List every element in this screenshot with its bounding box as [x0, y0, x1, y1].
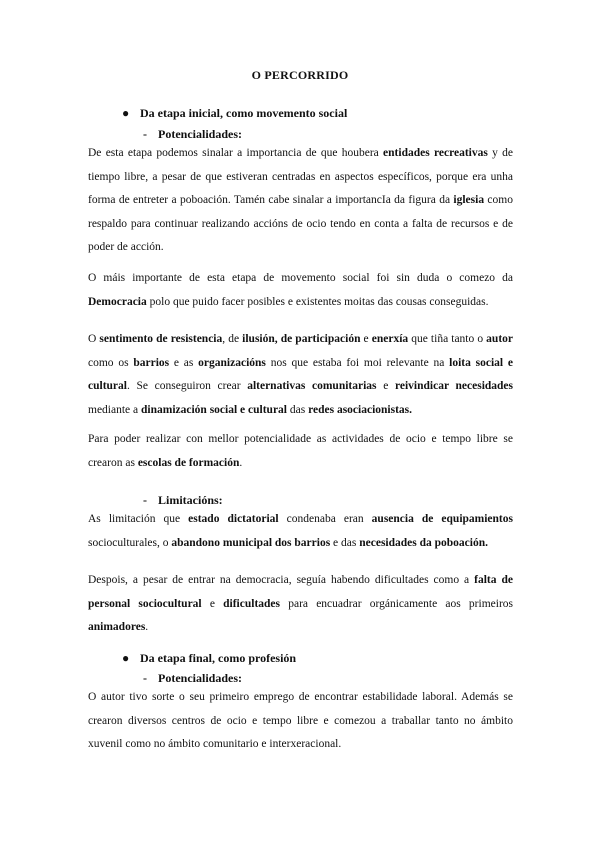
dash-icon: -	[143, 127, 147, 141]
bold-text: dinamización social e cultural	[141, 403, 287, 416]
potencialidades-label: Potencialidades:	[158, 671, 242, 685]
bold-text: necesidades da poboación.	[359, 536, 488, 549]
text-run: y de tiempo libre, a pesar de que estiveran centradas en aspectos específicos, porque era unha forma de entreter a poboación. Tamén cabe sinalar a importancIa da figura da	[88, 147, 513, 206]
text-run: As limitación que	[88, 513, 189, 525]
paragraph-5	[88, 508, 513, 555]
limitacions-label: Limitacións:	[158, 493, 223, 507]
paragraph-2	[88, 267, 513, 314]
text-run: mediante a	[88, 403, 142, 416]
text-run: socioculturales, o	[88, 536, 172, 549]
bold-text: barrios	[133, 356, 170, 369]
bold-text: enerxía	[371, 333, 409, 345]
text-run: , de	[222, 333, 243, 345]
text-run: .	[239, 456, 243, 469]
text-run: para encuadrar orgánicamente aos primeiros	[280, 597, 514, 610]
potencialidades-label: Potencialidades:	[158, 127, 242, 141]
bullet-icon: ●	[122, 651, 130, 665]
text-run: Despois, a pesar de entrar na democracia, seguía habendo dificultades como a	[88, 574, 475, 586]
text-run: polo que puido facer posibles e existentes moitas das cousas conseguidas.	[146, 295, 489, 308]
text-run: . Se conseguiron crear	[126, 380, 248, 392]
text-run: nos que estaba foi moi relevante na	[265, 356, 450, 369]
bold-text: falta de personal sociocultural	[88, 574, 513, 610]
text-run: e as	[169, 356, 199, 369]
text-run: e	[360, 333, 372, 345]
bold-text: escolas de formación	[137, 456, 240, 469]
section-1-heading	[122, 106, 347, 121]
paragraph-3	[88, 328, 513, 422]
dash-icon: -	[143, 493, 147, 507]
text-run: .	[145, 621, 149, 633]
section-1-limitacions-heading	[143, 493, 223, 508]
bold-text: alternativas comunitarias	[247, 380, 377, 392]
paragraph-7	[88, 686, 513, 757]
page-title: O PERCORRIDO	[251, 68, 349, 82]
bold-text: redes asociacionistas.	[308, 403, 413, 416]
bold-text: ausencia de equipamientos	[371, 513, 513, 525]
section-2-potencialidades-heading	[143, 671, 242, 686]
text-run: O máis importante de esta etapa de movemento social foi sin duda o comezo da	[88, 272, 513, 284]
text-run: das	[287, 403, 309, 416]
bold-text: organizacións	[198, 356, 266, 369]
text-run: e	[376, 380, 395, 392]
bold-text: reivindicar necesidades	[394, 380, 514, 392]
section-1-heading-text: Da etapa inicial, como movemento social	[140, 106, 348, 120]
paragraph-1	[88, 142, 513, 260]
bold-text: animadores	[88, 621, 146, 633]
bold-text: entidades recreativas	[383, 147, 488, 159]
text-run: como respaldo para continuar realizando accións de ocio tendo en conta a falta de recursos e de poder de acción.	[88, 194, 513, 253]
bold-text: sentimento de resistencia	[99, 333, 223, 345]
text-run: e das	[330, 536, 360, 549]
text-run: O autor tivo sorte o seu primeiro emprego de encontrar estabilidade laboral. Además se crearon diversos centros de ocio e tempo libre e comezou a traballar tanto no ámbito xuvenil como no ámbito comunitario e interxeracional.	[88, 691, 513, 750]
paragraph-6	[88, 569, 513, 640]
bold-text: abandono municipal dos barrios	[171, 536, 331, 549]
text-run: como os	[88, 356, 134, 369]
bold-text: iglesia	[453, 194, 485, 206]
text-run: De esta etapa podemos sinalar a importancia de que houbera	[88, 147, 384, 159]
bold-text: loita social e cultural	[88, 356, 514, 392]
text-run: e	[201, 597, 224, 610]
section-2-heading-text: Da etapa final, como profesión	[140, 651, 297, 665]
bold-text: Democracia	[88, 295, 147, 308]
bullet-icon: ●	[122, 106, 130, 120]
dash-icon: -	[143, 671, 147, 685]
text-run: que tiña tanto o	[408, 333, 487, 345]
section-1-potencialidades-heading	[143, 127, 242, 142]
section-2-heading	[122, 651, 296, 666]
text-run: O	[88, 333, 100, 345]
paragraph-4	[88, 428, 513, 475]
bold-text: estado dictatorial	[188, 513, 279, 525]
text-run: condenaba eran	[278, 513, 372, 525]
bold-text: ilusión, de participación	[242, 333, 361, 345]
text-run: Para poder realizar con mellor potencialidade as actividades de ocio e tempo libre se crearon as	[88, 433, 513, 469]
bold-text: autor	[486, 333, 514, 345]
bold-text: dificultades	[223, 597, 281, 610]
